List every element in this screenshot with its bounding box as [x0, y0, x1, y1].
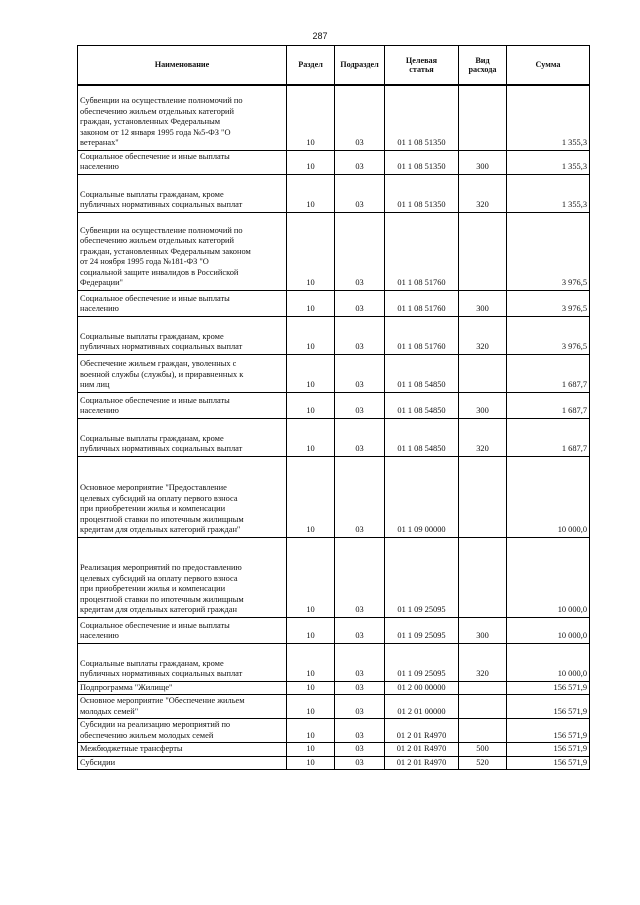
- row-name: Субсидии на реализацию мероприятий по обеспечению жильем молодых семей: [78, 719, 287, 743]
- row-amount: 3 976,5: [507, 290, 590, 316]
- row-section: 10: [287, 756, 335, 770]
- row-target: 01 1 08 51350: [385, 174, 459, 212]
- table-row: [78, 756, 590, 770]
- row-name: Межбюджетные трансферты: [78, 743, 287, 757]
- table-row: [78, 681, 590, 695]
- row-expense-type: 500: [459, 743, 507, 757]
- header-expense-type: Вид расхода: [459, 46, 507, 86]
- row-target: 01 1 08 51760: [385, 316, 459, 354]
- header-target: Целевая статья: [385, 46, 459, 86]
- row-amount: 10 000,0: [507, 537, 590, 617]
- row-subsection: 03: [335, 174, 385, 212]
- row-amount: 10 000,0: [507, 456, 590, 537]
- row-expense-type: [459, 719, 507, 743]
- header-subsection: Подраздел: [335, 46, 385, 86]
- row-section: 10: [287, 743, 335, 757]
- row-section: 10: [287, 354, 335, 392]
- row-target: 01 1 08 54850: [385, 354, 459, 392]
- row-expense-type: [459, 85, 507, 150]
- row-name: Подпрограмма "Жилище": [78, 681, 287, 695]
- row-amount: 156 571,9: [507, 743, 590, 757]
- header-amount: Сумма: [507, 46, 590, 86]
- row-name: Социальное обеспечение и иные выплаты населению: [78, 290, 287, 316]
- row-subsection: 03: [335, 418, 385, 456]
- row-section: 10: [287, 150, 335, 174]
- row-name: Социальное обеспечение и иные выплаты населению: [78, 392, 287, 418]
- row-name: Социальное обеспечение и иные выплаты населению: [78, 150, 287, 174]
- header-name: Наименование: [78, 46, 287, 86]
- row-expense-type: 300: [459, 617, 507, 643]
- row-name: Обеспечение жильем граждан, уволенных с военной службы (службы), и приравненных к ним лиц: [78, 354, 287, 392]
- row-expense-type: 320: [459, 174, 507, 212]
- row-target: 01 2 01 R4970: [385, 719, 459, 743]
- row-name: Социальные выплаты гражданам, кроме публичных нормативных социальных выплат: [78, 643, 287, 681]
- table-row: [78, 392, 590, 418]
- row-name: Социальные выплаты гражданам, кроме публичных нормативных социальных выплат: [78, 316, 287, 354]
- row-expense-type: [459, 212, 507, 290]
- row-name: Субвенции на осуществление полномочий по обеспечению жильем отдельных категорий граждан, установленных Федеральным законом от 12 января 1995 года №5-ФЗ "О ветеранах": [78, 85, 287, 150]
- table-row: [78, 695, 590, 719]
- row-section: 10: [287, 85, 335, 150]
- row-expense-type: [459, 537, 507, 617]
- table-row: [78, 212, 590, 290]
- row-section: 10: [287, 174, 335, 212]
- row-expense-type: 300: [459, 392, 507, 418]
- row-section: 10: [287, 290, 335, 316]
- row-name: Социальное обеспечение и иные выплаты населению: [78, 617, 287, 643]
- row-target: 01 1 09 25095: [385, 617, 459, 643]
- row-subsection: 03: [335, 354, 385, 392]
- page-number: 287: [312, 31, 328, 41]
- header-section: Раздел: [287, 46, 335, 86]
- budget-table: [77, 45, 590, 770]
- row-expense-type: 300: [459, 290, 507, 316]
- row-subsection: 03: [335, 719, 385, 743]
- row-expense-type: 520: [459, 756, 507, 770]
- row-amount: 1 355,3: [507, 85, 590, 150]
- row-expense-type: 320: [459, 418, 507, 456]
- row-target: 01 1 09 25095: [385, 643, 459, 681]
- table-row: [78, 537, 590, 617]
- row-section: 10: [287, 643, 335, 681]
- table-row: [78, 418, 590, 456]
- header-row: [78, 46, 590, 86]
- row-amount: 1 687,7: [507, 392, 590, 418]
- table-row: [78, 643, 590, 681]
- row-expense-type: [459, 354, 507, 392]
- row-name: Социальные выплаты гражданам, кроме публичных нормативных социальных выплат: [78, 174, 287, 212]
- row-expense-type: 320: [459, 316, 507, 354]
- row-subsection: 03: [335, 456, 385, 537]
- row-target: 01 1 08 51760: [385, 290, 459, 316]
- row-target: 01 2 01 00000: [385, 695, 459, 719]
- row-amount: 156 571,9: [507, 695, 590, 719]
- row-expense-type: 320: [459, 643, 507, 681]
- row-section: 10: [287, 212, 335, 290]
- row-amount: 156 571,9: [507, 681, 590, 695]
- row-amount: 1 687,7: [507, 418, 590, 456]
- row-expense-type: 300: [459, 150, 507, 174]
- table-row: [78, 85, 590, 150]
- row-amount: 10 000,0: [507, 617, 590, 643]
- row-subsection: 03: [335, 316, 385, 354]
- row-target: 01 2 00 00000: [385, 681, 459, 695]
- row-target: 01 1 08 54850: [385, 418, 459, 456]
- row-subsection: 03: [335, 756, 385, 770]
- table-row: [78, 174, 590, 212]
- table-row: [78, 354, 590, 392]
- row-expense-type: [459, 695, 507, 719]
- row-target: 01 2 01 R4970: [385, 756, 459, 770]
- row-subsection: 03: [335, 617, 385, 643]
- row-expense-type: [459, 456, 507, 537]
- row-subsection: 03: [335, 643, 385, 681]
- table-row: [78, 290, 590, 316]
- row-name: Субвенции на осуществление полномочий по обеспечению жильем отдельных категорий граждан, установленных Федеральным законом от 24 ноября 1995 года №181-ФЗ "О социальной защите инвалидов в Российской Федерации": [78, 212, 287, 290]
- row-expense-type: [459, 681, 507, 695]
- row-name: Основное мероприятие "Обеспечение жильем молодых семей": [78, 695, 287, 719]
- row-name: Субсидии: [78, 756, 287, 770]
- row-name: Социальные выплаты гражданам, кроме публичных нормативных социальных выплат: [78, 418, 287, 456]
- row-amount: 1 355,3: [507, 150, 590, 174]
- row-amount: 10 000,0: [507, 643, 590, 681]
- row-amount: 1 355,3: [507, 174, 590, 212]
- row-section: 10: [287, 418, 335, 456]
- row-section: 10: [287, 617, 335, 643]
- row-amount: 3 976,5: [507, 316, 590, 354]
- row-target: 01 1 08 54850: [385, 392, 459, 418]
- row-target: 01 2 01 R4970: [385, 743, 459, 757]
- row-subsection: 03: [335, 290, 385, 316]
- row-subsection: 03: [335, 537, 385, 617]
- row-name: Реализация мероприятий по предоставлению целевых субсидий на оплату первого взноса при приобретении жилья и компенсации процентной ставки по ипотечным жилищным кредитам для отдельных категорий граждан: [78, 537, 287, 617]
- row-target: 01 1 09 00000: [385, 456, 459, 537]
- row-target: 01 1 09 25095: [385, 537, 459, 617]
- row-subsection: 03: [335, 212, 385, 290]
- row-amount: 3 976,5: [507, 212, 590, 290]
- row-amount: 156 571,9: [507, 719, 590, 743]
- table-row: [78, 316, 590, 354]
- row-section: 10: [287, 392, 335, 418]
- row-subsection: 03: [335, 695, 385, 719]
- row-section: 10: [287, 681, 335, 695]
- table-row: [78, 150, 590, 174]
- row-section: 10: [287, 316, 335, 354]
- row-subsection: 03: [335, 681, 385, 695]
- row-section: 10: [287, 456, 335, 537]
- row-subsection: 03: [335, 392, 385, 418]
- row-amount: 156 571,9: [507, 756, 590, 770]
- row-section: 10: [287, 719, 335, 743]
- row-section: 10: [287, 537, 335, 617]
- row-subsection: 03: [335, 743, 385, 757]
- row-subsection: 03: [335, 150, 385, 174]
- row-name: Основное мероприятие "Предоставление целевых субсидий на оплату первого взноса при приобретении жилья и компенсации процентной ставки по ипотечным жилищным кредитам для отдельных категорий граждан": [78, 456, 287, 537]
- table-row: [78, 456, 590, 537]
- row-target: 01 1 08 51350: [385, 85, 459, 150]
- table-row: [78, 743, 590, 757]
- row-subsection: 03: [335, 85, 385, 150]
- row-target: 01 1 08 51760: [385, 212, 459, 290]
- table-row: [78, 617, 590, 643]
- row-section: 10: [287, 695, 335, 719]
- row-target: 01 1 08 51350: [385, 150, 459, 174]
- table-row: [78, 719, 590, 743]
- row-amount: 1 687,7: [507, 354, 590, 392]
